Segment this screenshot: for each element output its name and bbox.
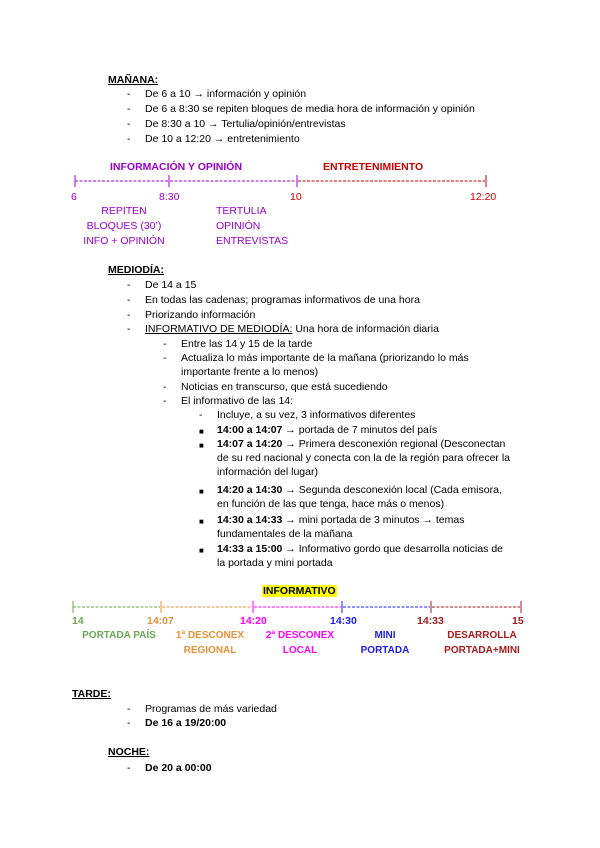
timeline-label-ent: ENTRETENIMIENTO <box>323 161 424 173</box>
tick-830: 8:30 <box>159 191 180 203</box>
label-mini: MINI <box>374 630 396 641</box>
tick-1433: 14:33 <box>417 615 444 627</box>
list-item: - De 8:30 a 10 → Tertulia/opinión/entrevistas <box>127 118 346 130</box>
sub-item: - Actualiza lo más importante de la mañana (priorizando lo más <box>163 352 469 364</box>
subsub-item: ■ 14:20 a 14:30 → Segunda desconexión local (Cada emisora, <box>199 484 502 496</box>
list-item: - De 10 a 12:20 → entretenimiento <box>127 133 300 145</box>
tick-1407: 14:07 <box>147 615 174 627</box>
subsub-cont: de su red nacional y conecta con la de la región para ofrecer la <box>217 452 511 464</box>
subsub-item: ■ 14:00 a 14:07 → portada de 7 minutos del país <box>199 424 438 436</box>
morning-timeline-line <box>70 174 500 188</box>
list-item: - Priorizando información <box>127 309 256 321</box>
list-item: - Programas de más variedad <box>127 703 277 715</box>
label-local: LOCAL <box>282 645 318 656</box>
timeline-label-info: INFORMACIÓN Y OPINIÓN <box>110 161 243 173</box>
list-item: - De 20 a 00:00 <box>127 762 212 774</box>
tick-1420: 14:20 <box>240 615 267 627</box>
list-item: - De 16 a 19/20:00 <box>127 717 227 729</box>
list-item: - En todas las cadenas; programas informativos de una hora <box>127 294 420 306</box>
sub-item: - Entre las 14 y 15 de la tarde <box>163 338 313 350</box>
subsub-cont: información del lugar) <box>217 466 318 478</box>
subsub-cont: en función de las que tenga, hace más o menos) <box>217 498 445 510</box>
sub-item: - El informativo de las 14: <box>163 395 294 407</box>
subsub-cont: fundamentales de la mañana <box>217 528 353 540</box>
informativo-title: INFORMATIVO <box>263 585 336 597</box>
tick-6: 6 <box>71 191 77 203</box>
tick-1220: 12:20 <box>470 191 497 203</box>
subsub-item: ■ 14:07 a 14:20 → Primera desconexión regional (Desconectan <box>199 438 506 450</box>
subsub-item: ■ 14:30 a 14:33 → mini portada de 3 minutos → temas <box>199 514 465 526</box>
list-item: - De 6 a 8:30 se repiten bloques de media hora de información y opinión <box>127 103 475 115</box>
label-regional: REGIONAL <box>183 645 237 656</box>
col2-line3: ENTREVISTAS <box>216 235 289 247</box>
label-1-desconex: 1ª DESCONEX <box>175 630 245 641</box>
label-portada-pais: PORTADA PAÍS <box>82 630 156 641</box>
col1-line3: INFO + OPINIÓN <box>83 235 165 247</box>
informativo-timeline-line <box>68 600 530 614</box>
tick-1430: 14:30 <box>330 615 357 627</box>
col1-line1: REPITEN <box>101 205 147 217</box>
subsub-cont: la portada y mini portada <box>217 557 333 569</box>
sub-item-cont: importante frente a lo menos) <box>181 366 319 378</box>
list-item: - De 14 a 15 <box>127 279 197 291</box>
list-item: - INFORMATIVO DE MEDIODÍA: Una hora de información diaria <box>127 323 439 335</box>
sub-item: - Noticias en transcurso, que está sucediendo <box>163 381 388 393</box>
label-desarrolla: DESARROLLA <box>447 630 517 641</box>
subsub-item: ■ 14:33 a 15:00 → Informativo gordo que desarrolla noticias de <box>199 543 504 555</box>
tick-14: 14 <box>72 615 84 627</box>
col2-line1: TERTULIA <box>216 205 267 217</box>
tick-15: 15 <box>512 615 524 627</box>
tarde-heading: TARDE: <box>72 688 111 700</box>
subsub-item: - Incluye, a su vez, 3 informativos diferentes <box>199 409 416 421</box>
tick-10: 10 <box>290 191 302 203</box>
noche-heading: NOCHE: <box>108 746 150 758</box>
col2-line2: OPINIÓN <box>216 220 261 232</box>
mediodia-heading: MEDIODÍA: <box>108 264 164 276</box>
col1-line2: BLOQUES (30’) <box>86 220 162 232</box>
label-2-desconex: 2ª DESCONEX <box>265 630 335 641</box>
label-portada: PORTADA <box>360 645 410 656</box>
manana-heading: MAÑANA: <box>108 74 159 86</box>
list-item: - De 6 a 10 → información y opinión <box>127 88 307 100</box>
label-portada-mini: PORTADA+MINI <box>444 645 520 656</box>
